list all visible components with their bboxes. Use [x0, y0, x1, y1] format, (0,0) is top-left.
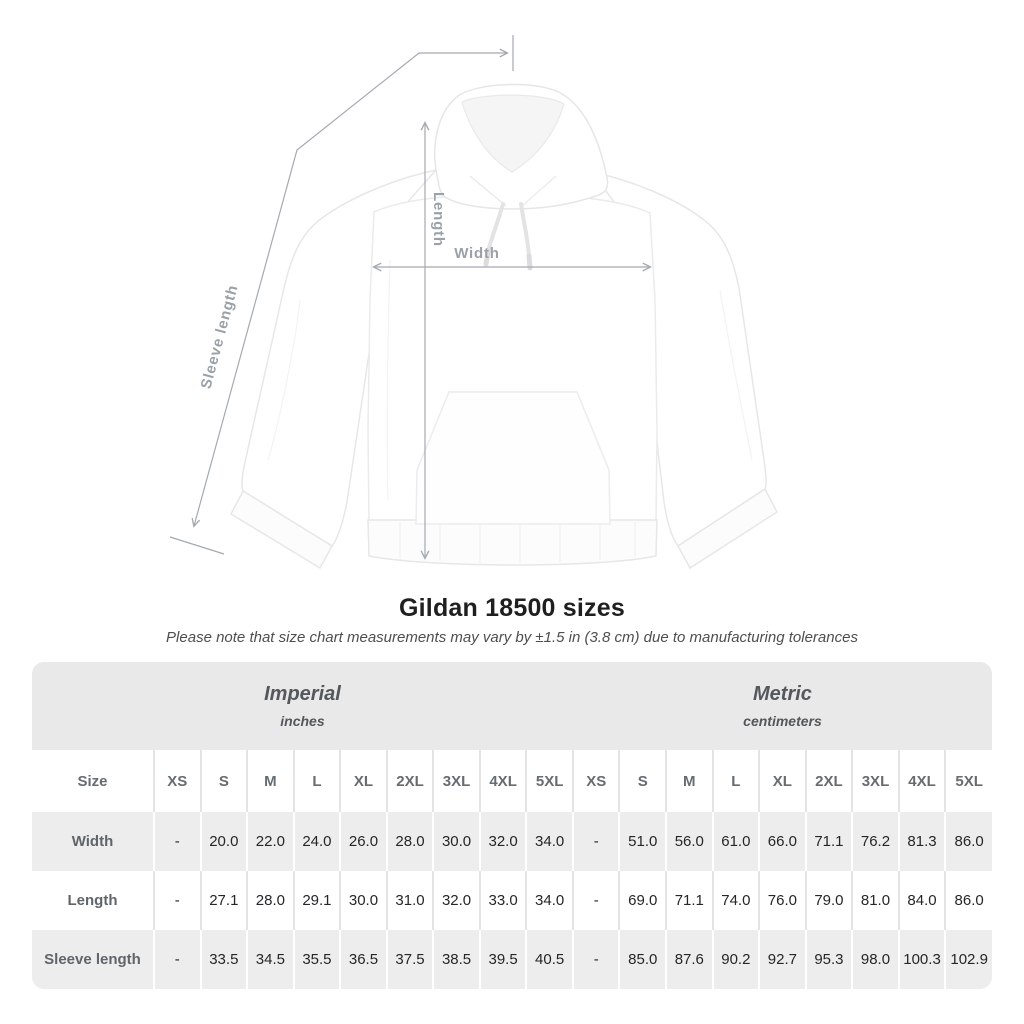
value-cell: 86.0	[945, 871, 992, 930]
value-cell: 35.5	[294, 930, 341, 989]
value-cell: 27.1	[201, 871, 248, 930]
size-table-container	[32, 662, 992, 989]
column-header: S	[619, 750, 666, 812]
table-row-width	[32, 812, 992, 871]
value-cell: 86.0	[945, 812, 992, 871]
value-cell: 76.0	[759, 871, 806, 930]
value-cell: 34.5	[247, 930, 294, 989]
value-cell: 79.0	[806, 871, 853, 930]
value-cell: -	[573, 812, 620, 871]
row-label-width: Width	[32, 812, 154, 871]
metric-unit: centimeters	[743, 713, 822, 729]
value-cell: 39.5	[480, 930, 527, 989]
value-cell: 37.5	[387, 930, 434, 989]
imperial-label: Imperial	[264, 683, 341, 705]
value-cell: 95.3	[806, 930, 853, 989]
column-header: 4XL	[480, 750, 527, 812]
tolerance-note: Please note that size chart measurements may vary by ±1.5 in (3.8 cm) due to manufacturing tolerances	[166, 629, 858, 646]
value-cell: 26.0	[340, 812, 387, 871]
value-cell: 85.0	[619, 930, 666, 989]
value-cell: -	[573, 871, 620, 930]
title-block	[0, 594, 1024, 646]
value-cell: -	[154, 812, 201, 871]
size-header-row	[32, 750, 992, 812]
value-cell: 92.7	[759, 930, 806, 989]
metric-label: Metric	[753, 683, 812, 705]
page-title: Gildan 18500 sizes	[399, 594, 625, 622]
row-label-length: Length	[32, 871, 154, 930]
value-cell: 22.0	[247, 812, 294, 871]
value-cell: 28.0	[387, 812, 434, 871]
column-header: 2XL	[806, 750, 853, 812]
column-header: 4XL	[899, 750, 946, 812]
column-header: 5XL	[526, 750, 573, 812]
length-measure-label: Length	[430, 192, 447, 247]
imperial-unit: inches	[280, 713, 325, 729]
value-cell: 34.0	[526, 871, 573, 930]
value-cell: 90.2	[713, 930, 760, 989]
column-header: 5XL	[945, 750, 992, 812]
value-cell: 71.1	[806, 812, 853, 871]
column-header: L	[294, 750, 341, 812]
value-cell: -	[154, 930, 201, 989]
value-cell: 28.0	[247, 871, 294, 930]
value-cell: 20.0	[201, 812, 248, 871]
value-cell: 34.0	[526, 812, 573, 871]
table-row-sleeve-length	[32, 930, 992, 989]
column-header: 3XL	[852, 750, 899, 812]
value-cell: 81.0	[852, 871, 899, 930]
width-measure-label: Width	[454, 245, 500, 262]
value-cell: 81.3	[899, 812, 946, 871]
value-cell: 30.0	[340, 871, 387, 930]
value-cell: 66.0	[759, 812, 806, 871]
value-cell: 87.6	[666, 930, 713, 989]
column-header: 2XL	[387, 750, 434, 812]
imperial-group-header	[32, 662, 573, 750]
value-cell: 24.0	[294, 812, 341, 871]
column-header: M	[247, 750, 294, 812]
size-column-header: Size	[32, 750, 154, 812]
value-cell: 33.0	[480, 871, 527, 930]
column-header: M	[666, 750, 713, 812]
column-header: XS	[154, 750, 201, 812]
hoodie-pocket	[416, 392, 610, 524]
value-cell: 31.0	[387, 871, 434, 930]
value-cell: 100.3	[899, 930, 946, 989]
column-header: XL	[340, 750, 387, 812]
value-cell: 76.2	[852, 812, 899, 871]
value-cell: 102.9	[945, 930, 992, 989]
column-header: 3XL	[433, 750, 480, 812]
value-cell: 71.1	[666, 871, 713, 930]
row-label-sleeve-length: Sleeve length	[32, 930, 154, 989]
value-cell: 40.5	[526, 930, 573, 989]
value-cell: 32.0	[480, 812, 527, 871]
value-cell: 74.0	[713, 871, 760, 930]
column-header: XL	[759, 750, 806, 812]
table-row-length	[32, 871, 992, 930]
hoodie-hem-band	[368, 520, 657, 565]
metric-group-header	[573, 662, 992, 750]
value-cell: 30.0	[433, 812, 480, 871]
value-cell: 51.0	[619, 812, 666, 871]
sleeve-length-bottom-tick	[170, 537, 224, 554]
value-cell: -	[154, 871, 201, 930]
value-cell: 84.0	[899, 871, 946, 930]
unit-group-row	[32, 662, 992, 750]
column-header: S	[201, 750, 248, 812]
value-cell: 33.5	[201, 930, 248, 989]
value-cell: -	[573, 930, 620, 989]
value-cell: 98.0	[852, 930, 899, 989]
column-header: XS	[573, 750, 620, 812]
value-cell: 61.0	[713, 812, 760, 871]
value-cell: 38.5	[433, 930, 480, 989]
value-cell: 36.5	[340, 930, 387, 989]
value-cell: 32.0	[433, 871, 480, 930]
sleeve-length-measure-label: Sleeve length	[197, 282, 242, 391]
column-header: L	[713, 750, 760, 812]
value-cell: 69.0	[619, 871, 666, 930]
value-cell: 29.1	[294, 871, 341, 930]
value-cell: 56.0	[666, 812, 713, 871]
size-table	[32, 662, 992, 989]
